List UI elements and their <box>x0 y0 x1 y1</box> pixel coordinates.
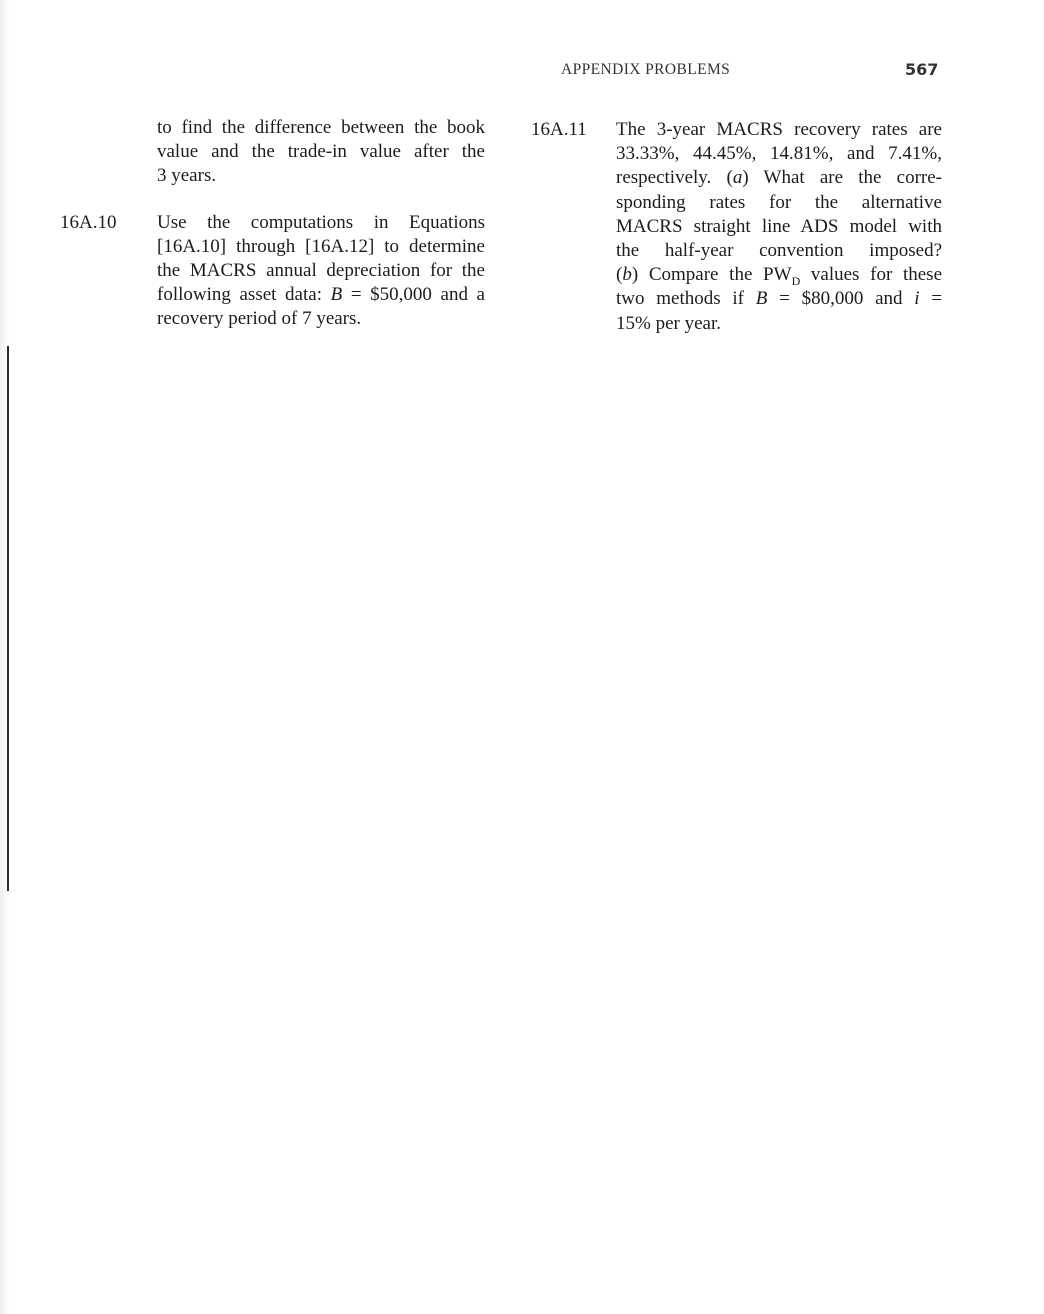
margin-rule <box>7 346 9 891</box>
text-line: The 3-year MACRS recovery rates are <box>616 119 942 140</box>
problem-number: 16A.11 <box>531 119 587 140</box>
continuation-text <box>157 116 485 189</box>
text-line: MACRS straight line ADS model with <box>616 215 942 237</box>
problem-text <box>616 118 942 336</box>
text-line: the MACRS annual depreciation for the <box>157 260 485 282</box>
left-column <box>60 116 485 332</box>
right-column <box>531 118 942 336</box>
page-number: 567 <box>905 60 939 79</box>
text-line: [16A.10] through [16A.12] to determine <box>157 235 485 257</box>
text-line: two methods if B = $80,000 and i = <box>616 288 942 310</box>
text-line: value and the trade-in value after the <box>157 141 485 163</box>
text-line: 3 years. <box>157 165 217 187</box>
text-line: (b) Compare the $PW_D$ values for these <box>616 264 943 289</box>
text-line: recovery period of 7 years. <box>157 308 362 330</box>
problem-text <box>157 211 485 332</box>
problem-number: 16A.10 <box>60 211 117 233</box>
text-line: Use the computations in Equations <box>157 211 485 233</box>
problem-16a-10 <box>60 211 485 332</box>
text-line: respectively. (a) What are the corre- <box>616 167 942 189</box>
running-head: APPENDIX PROBLEMS <box>561 61 731 78</box>
text-line: 33.33%, 44.45%, 14.81%, and 7.41%, <box>616 143 942 165</box>
problem-16a-11 <box>531 118 942 336</box>
text-line: to find the difference between the book <box>157 117 485 138</box>
text-line: sponding rates for the alternative <box>616 191 942 213</box>
text-line: the half-year convention imposed? <box>616 240 942 262</box>
text-line: 15% per year. <box>616 312 721 334</box>
text-line: following asset data: B = $50,000 and a <box>157 284 485 306</box>
